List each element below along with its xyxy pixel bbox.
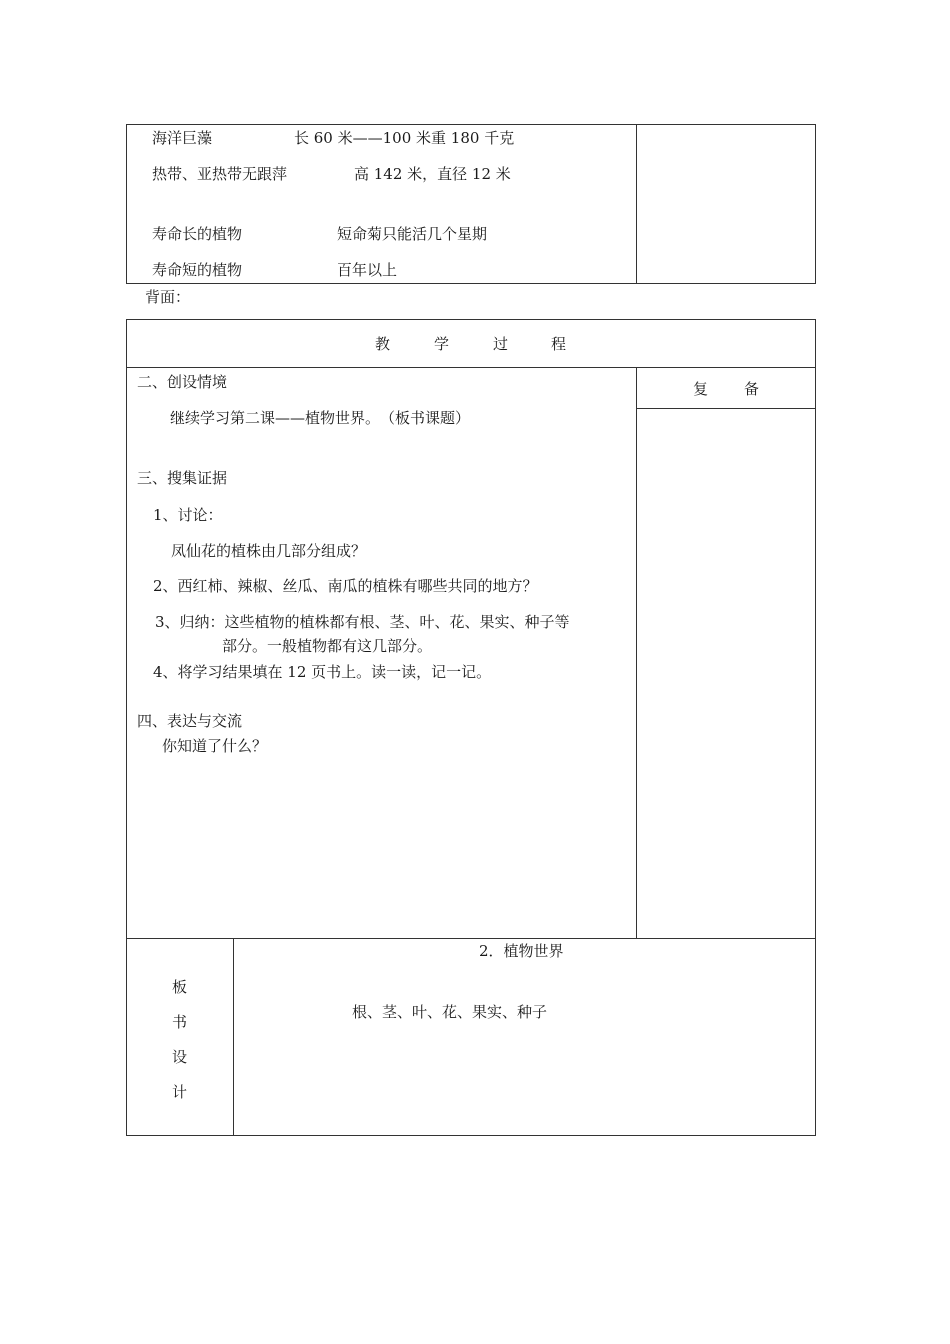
top-row-1-left: 海洋巨藻 [152,129,213,147]
top-table [126,124,816,284]
process-column-divider [636,367,637,938]
review-header-line [636,408,816,409]
review-header-char-2: 备 [744,380,760,398]
process-header-char-4: 程 [551,335,567,353]
section-3-item-1: 1、讨论： [153,506,223,524]
board-content: 根、茎、叶、花、果实、种子 [352,1003,548,1021]
top-row-3-right: 短命菊只能活几个星期 [337,225,488,243]
section-4-text: 你知道了什么？ [162,737,268,755]
board-label-char-4: 计 [172,1083,188,1101]
top-row-2-right: 高 142 米，直径 12 米 [354,165,511,183]
section-3-item-2: 2、西红柿、辣椒、丝瓜、南瓜的植株有哪些共同的地方？ [153,577,538,595]
top-row-1-right: 长 60 米——100 米重 180 千克 [294,129,515,147]
top-row-2-left: 热带、亚热带无跟萍 [152,165,288,183]
section-4-title: 四、表达与交流 [137,712,243,730]
process-header-line [126,367,816,368]
board-title: 2．植物世界 [479,942,564,960]
section-3-item-1-text: 凤仙花的植株由几部分组成？ [171,542,367,560]
top-row-3-left: 寿命长的植物 [152,225,243,243]
top-row-4-left: 寿命短的植物 [152,261,243,279]
review-header-char-1: 复 [693,380,709,398]
board-design-top-line [126,938,816,939]
section-3-title: 三、搜集证据 [137,469,228,487]
board-label-char-2: 书 [172,1013,188,1031]
section-3-item-3-line-1: 3、归纳：这些植物的植株都有根、茎、叶、花、果实、种子等 [155,613,570,631]
back-label: 背面： [145,288,191,306]
section-2-text: 继续学习第二课——植物世界。 （板书课题） [170,409,471,427]
process-header-char-2: 学 [434,335,450,353]
board-design-divider [233,938,234,1136]
section-3-item-3-line-2: 部分。一般植物都有这几部分。 [222,637,433,655]
board-label-char-3: 设 [172,1048,188,1066]
top-table-divider [636,124,637,284]
section-3-item-4: 4、将学习结果填在 12 页书上。读一读，记一记。 [153,663,492,681]
process-header-char-1: 教 [375,335,391,353]
process-header-char-3: 过 [493,335,509,353]
section-2-title: 二、创设情境 [137,373,228,391]
board-label-char-1: 板 [172,978,188,996]
top-row-4-right: 百年以上 [337,261,398,279]
